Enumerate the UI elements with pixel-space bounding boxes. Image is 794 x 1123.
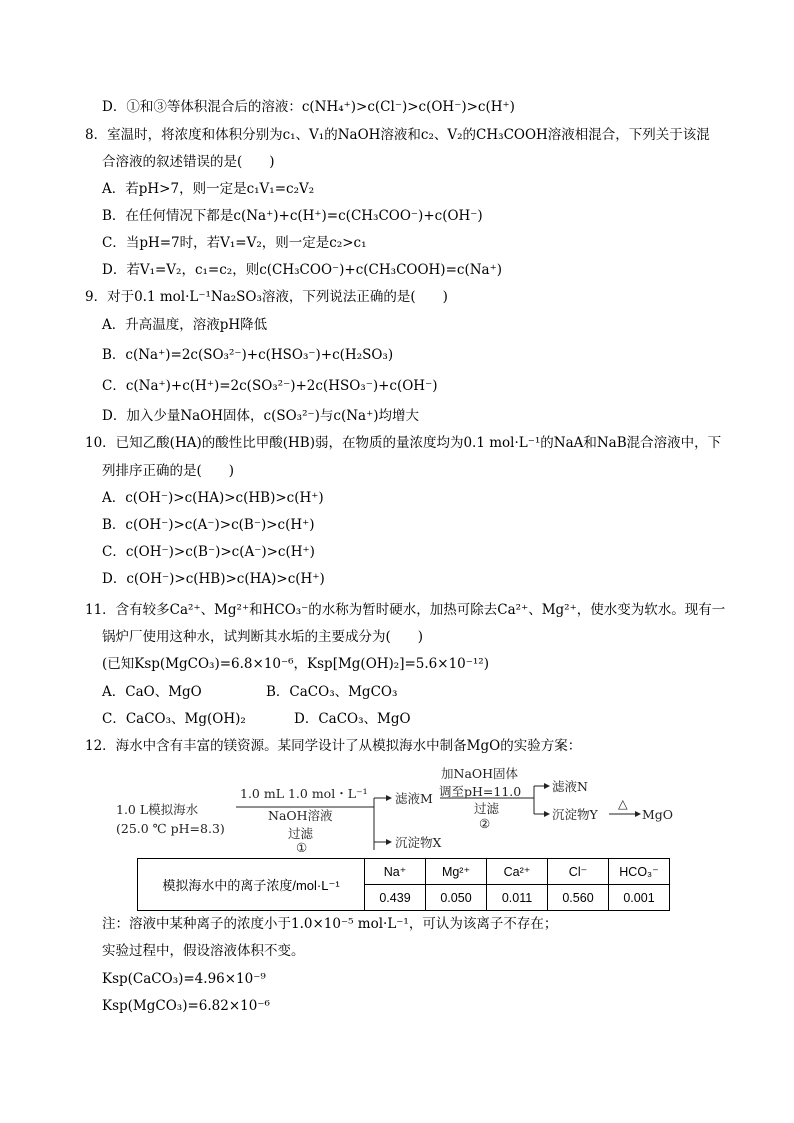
- q10-stem-line1: 10．已知乙酸(HA)的酸性比甲酸(HB)弱，在物质的量浓度均为0.1 mol·L⁻¹的NaA和NaB混合溶液中，下: [85, 435, 722, 451]
- step1-operation: 过滤: [288, 826, 314, 841]
- note-line1: 注：溶液中某种离子的浓度小于1.0×10⁻⁵ mol·L⁻¹，可认为该离子不存在；: [102, 916, 558, 932]
- q8-stem-line2: 合溶液的叙述错误的是( ): [102, 154, 275, 170]
- step2-reagent: 加NaOH固体: [441, 766, 519, 781]
- step1-number: ①: [296, 840, 308, 852]
- q12-stem: 12．海水中含有丰富的镁资源。某同学设计了从模拟海水中制备MgO的实验方案：: [85, 738, 582, 754]
- precip-x-label: 沉淀物X: [395, 835, 442, 850]
- q10-option-c: C．c(OH⁻)>c(B⁻)>c(A⁻)>c(H⁺): [102, 544, 315, 560]
- arrow-to-filtrate-n: [544, 783, 550, 789]
- table-row-label: 模拟海水中的离子浓度/mol·L⁻¹: [138, 859, 365, 911]
- q10-option-b: B．c(OH⁻)>c(A⁻)>c(B⁻)>c(H⁺): [102, 517, 315, 533]
- product-mgo: MgO: [642, 807, 674, 822]
- q9-option-b: B．c(Na⁺)=2c(SO₃²⁻)+c(HSO₃⁻)+c(H₂SO₃): [102, 347, 394, 363]
- q11-option-d: D．CaCO₃、MgO: [294, 711, 411, 727]
- ksp-mgco3: Ksp(MgCO₃)=6.82×10⁻⁶: [102, 998, 270, 1014]
- q7-option-d: D．①和③等体积混合后的溶液：c(NH₄⁺)>c(Cl⁻)>c(OH⁻)>c(H⁺): [102, 99, 515, 115]
- q11-stem-line1: 11．含有较多Ca²⁺、Mg²⁺和HCO₃⁻的水称为暂时硬水，加热可除去Ca²⁺、Mg²⁺，使水变为软水。现有一: [85, 602, 726, 618]
- ksp-caco3: Ksp(CaCO₃)=4.96×10⁻⁹: [102, 971, 266, 987]
- mgo-preparation-flowchart: [116, 762, 676, 852]
- q11-option-b: B．CaCO₃、MgCO₃: [266, 684, 398, 700]
- q11-option-c: C．CaCO₃、Mg(OH)₂: [102, 711, 246, 727]
- step1-reagent-name: NaOH溶液: [268, 808, 333, 823]
- q9-option-d: D．加入少量NaOH固体，c(SO₃²⁻)与c(Na⁺)均增大: [102, 408, 419, 424]
- q10-option-a: A．c(OH⁻)>c(HA)>c(HB)>c(H⁺): [102, 490, 324, 506]
- value-cl: 0.560: [548, 885, 609, 911]
- arrow-to-precip-y: [544, 811, 550, 817]
- header-ca: Ca²⁺: [487, 859, 548, 885]
- step2-condition: 调至pH=11.0: [439, 784, 522, 799]
- heat-symbol: △: [618, 796, 628, 811]
- arrow-to-precip-x: [386, 839, 392, 845]
- q9-stem: 9．对于0.1 mol·L⁻¹Na₂SO₃溶液，下列说法正确的是( ): [85, 289, 448, 305]
- value-ca: 0.011: [487, 885, 548, 911]
- step1-reagent-amount: 1.0 mL 1.0 mol・L⁻¹: [240, 786, 368, 801]
- step2-operation: 过滤: [474, 801, 500, 816]
- q9-option-a: A．升高温度，溶液pH降低: [102, 317, 268, 333]
- q8-option-d: D．若V₁=V₂，c₁=c₂，则c(CH₃COO⁻)+c(CH₃COOH)=c(Na⁺): [102, 262, 502, 278]
- q8-option-c: C．当pH=7时，若V₁=V₂，则一定是c₂>c₁: [102, 235, 367, 251]
- note-line2: 实验过程中，假设溶液体积不变。: [102, 943, 305, 959]
- q10-stem-line2: 列排序正确的是( ): [102, 463, 235, 479]
- header-na: Na⁺: [365, 859, 426, 885]
- q10-option-d: D．c(OH⁻)>c(HB)>c(HA)>c(H⁺): [102, 571, 325, 587]
- precip-y-label: 沉淀物Y: [552, 807, 598, 822]
- filtrate-n-label: 滤液N: [552, 779, 588, 794]
- filtrate-m-label: 滤液M: [395, 791, 433, 806]
- value-na: 0.439: [365, 885, 426, 911]
- heating-arrow-head: [635, 811, 641, 817]
- start-seawater: 1.0 L模拟海水: [116, 802, 199, 817]
- q9-option-c: C．c(Na⁺)+c(H⁺)=2c(SO₃²⁻)+2c(HSO₃⁻)+c(OH⁻): [102, 378, 438, 394]
- header-hco3: HCO₃⁻: [609, 859, 670, 885]
- step2-number: ②: [479, 816, 491, 831]
- header-mg: Mg²⁺: [426, 859, 487, 885]
- q8-option-a: A．若pH>7，则一定是c₁V₁=c₂V₂: [102, 181, 315, 197]
- arrow-to-filtrate-m: [386, 795, 392, 801]
- q11-stem-line3: (已知Ksp(MgCO₃)=6.8×10⁻⁶，Ksp[Mg(OH)₂]=5.6×10⁻¹²): [102, 656, 489, 672]
- q11-option-a: A．CaO、MgO: [102, 684, 202, 700]
- ion-concentration-table: [137, 858, 670, 911]
- header-cl: Cl⁻: [548, 859, 609, 885]
- start-conditions: (25.0 ℃ pH=8.3): [116, 821, 225, 836]
- value-mg: 0.050: [426, 885, 487, 911]
- value-hco3: 0.001: [609, 885, 670, 911]
- q11-stem-line2: 锅炉厂使用这种水，试判断其水垢的主要成分为( ): [102, 629, 424, 645]
- q8-option-b: B．在任何情况下都是c(Na⁺)+c(H⁺)=c(CH₃COO⁻)+c(OH⁻): [102, 208, 483, 224]
- q8-stem-line1: 8．室温时，将浓度和体积分别为c₁、V₁的NaOH溶液和c₂、V₂的CH₃COOH溶液相混合，下列关于该混: [85, 127, 710, 143]
